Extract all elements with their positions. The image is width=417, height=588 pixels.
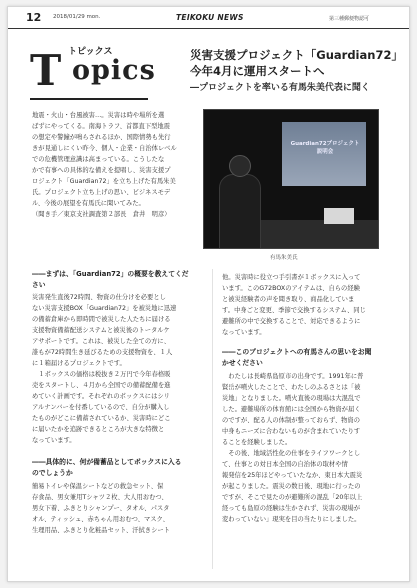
- body-line: めていく計画です。それぞれのボックスにはシリ: [32, 393, 170, 400]
- body-line: 他。災害時に役立つ手引書が１ボックスに入って: [222, 274, 361, 281]
- body-line: と被災経験者の声を聞き取り、商品化していま: [222, 296, 355, 303]
- body-line: 経っても島原の経験は生かされず、災害の現場が: [222, 505, 361, 512]
- column-rule: [212, 269, 213, 569]
- body-line: ない災害支援BOX「Guardian72」を被災地に迅速: [32, 305, 177, 312]
- body-line: なっています。: [32, 437, 76, 444]
- body-line: 簡易トイレや保温シートなどの救急セット、保: [32, 483, 164, 490]
- page-number: 12: [26, 11, 42, 24]
- body-line: ることを経験しました。: [222, 439, 292, 446]
- answer-2: [32, 481, 170, 536]
- question-1-line: ――まずは、「Guardian72」の概要を教えてくだ: [32, 270, 189, 278]
- question-3: [222, 347, 371, 369]
- lead-line: ばずにやってくる。南海トラフ、首都直下型地震: [32, 123, 171, 130]
- interviewer-credit: （聞き手／東京支社調査第２部長 倉井 明彦）: [32, 211, 171, 218]
- speaker-body: [219, 174, 261, 249]
- question-3-line: ――このプロジェクトへの有馬さんの思いをお聞: [222, 348, 372, 356]
- lead-line: 地震・火山・台風被害…。災害は時や場所を選: [32, 112, 165, 119]
- body-line: 存食品、男女兼用Tシャツ２枚、大人用おむつ、: [32, 494, 168, 501]
- body-line: 賢岳が噴火したことで、わたしのふるさとは「被: [222, 384, 361, 391]
- answer-2-continued: [222, 272, 366, 338]
- body-line: 売をスタートし、４月から全国での備蓄配備を進: [32, 382, 171, 389]
- question-3-line: かせください: [222, 359, 263, 367]
- body-line: 変わっていない」現実を目の当たりにしました。: [222, 516, 361, 523]
- answer-1: [32, 292, 176, 446]
- body-line: 男女下着、ふきとりシャンプー、タオル、パスタ: [32, 505, 170, 512]
- photo-caption: 有馬朱美氏: [270, 255, 298, 261]
- speaker-head: [229, 155, 251, 177]
- body-line: アサポートです。これは、被災した全ての方に、: [32, 338, 171, 345]
- body-line: 支援物資備蓄配送システムと被災後のトータルケ: [32, 327, 170, 334]
- body-line: たものがどこに備蓄されているか、災害時にどこ: [32, 415, 171, 422]
- speaker-photo: [203, 109, 379, 249]
- body-line: 避難所の中で交換することで、対応できるように: [222, 318, 361, 325]
- body-line: に１箱届けるプロジェクトです。: [32, 360, 126, 367]
- body-line: アルナンバーを付番しているので、自分が購入し: [32, 404, 170, 411]
- lead-line: ロジェクト「Guardian72」を立ち上げた有馬朱美: [32, 178, 176, 185]
- screen-text: Guardian72プロジェクト 説明会: [290, 141, 360, 155]
- desk: [259, 220, 379, 249]
- headline-subtitle: ―プロジェクトを率いる有馬朱美代表に聞く: [190, 83, 370, 93]
- body-line: オル、ティッシュ、赤ちゃん用おむつ、マスク、: [32, 516, 169, 523]
- body-line: 災害発生直後72時間、物資の仕分けを必要とし: [32, 294, 166, 301]
- logo-big-letter: T: [30, 46, 62, 95]
- postal-note: 第三種郵便物認可: [328, 16, 369, 22]
- body-line: した。避難場所の体育館には全国から物資が届く: [222, 406, 361, 413]
- question-1: [32, 269, 189, 291]
- body-line: なっています。: [222, 329, 266, 336]
- lead-paragraph: [32, 110, 202, 220]
- issue-date: 2018/01/29 mon.: [53, 14, 101, 20]
- body-line: す。中身ごと変更、季節で交換するシステム、同じ: [222, 307, 366, 314]
- lead-line: ル、今後の展望を有馬氏に聞いてみた。: [32, 200, 145, 207]
- lead-line: での危機管理意識は高まっている。こうしたな: [32, 156, 165, 163]
- logo-word: opics: [72, 55, 156, 86]
- lead-line: きが見通しにくい昨今、個人・企業・自治体レベル: [32, 145, 177, 152]
- body-line: 中身もニーズに合わないものが含まれていたりす: [222, 428, 361, 435]
- body-line: ですが、そこで見たのが避難所の混乱「20年以上: [222, 494, 363, 501]
- page-header: [8, 7, 409, 29]
- answer-3: [222, 371, 363, 525]
- body-line: 誰もが72時間生き延びるための支援物資を、１人: [32, 349, 173, 356]
- lead-line: の想定や警鐘が鳴らされるほか、国際情勢も先行: [32, 134, 171, 141]
- headline-line-2: 今年4月に運用スタートへ: [190, 64, 325, 78]
- body-line: １ボックスの価格は税抜き２万円で今年春格販: [32, 371, 171, 378]
- body-line: が起こりました。震災の数日後、現地に行ったの: [222, 483, 361, 490]
- logo-underline: [30, 98, 148, 100]
- laptop: [324, 208, 354, 224]
- body-line: 報発信を25年ほどやっていたなか、東日本大震災: [222, 472, 363, 479]
- topics-logo: [30, 40, 156, 100]
- body-line: に届いたかを追跡できるところが大きな特徴と: [32, 426, 165, 433]
- logo-kana: トピックス: [68, 47, 113, 57]
- lead-line: 氏。プロジェクト立ち上げの思い、ビジネスモデ: [32, 189, 171, 196]
- lead-line: かで有事への具体的な備えを提唱し、災害支援プ: [32, 167, 171, 174]
- body-line: の備蓄倉庫から即時間で被災した人たちに届ける: [32, 316, 171, 323]
- body-line: 災地」となりました。噴火直後の現場は大混乱で: [222, 395, 361, 402]
- question-1-line: さい: [32, 281, 46, 289]
- question-2-line: ――具体的に、何が備蓄品としてボックスに入る: [32, 458, 182, 466]
- publication-name: TEIKOKU NEWS: [176, 13, 244, 22]
- body-line: て、仕事との対日本全国の自治体の取材や情: [222, 461, 348, 468]
- headline-line-1: 災害支援プロジェクト「Guardian72」: [190, 48, 403, 62]
- newspaper-page: [7, 6, 410, 582]
- body-line: その後、地域活性化の仕事をライフワークとし: [222, 450, 361, 457]
- body-line: わたしは長崎県島原市の出身です。1991年に普: [222, 373, 364, 380]
- body-line: います。このG72BOXのアイテムは、自らの経験: [222, 285, 360, 292]
- question-2: [32, 457, 181, 479]
- body-line: のですが、配る人の体制が整っておらず、物資の: [222, 417, 361, 424]
- body-line: 生理用品、ふきとり化粧品セット、汗拭きシート: [32, 527, 170, 534]
- question-2-line: のでしょうか: [32, 469, 73, 477]
